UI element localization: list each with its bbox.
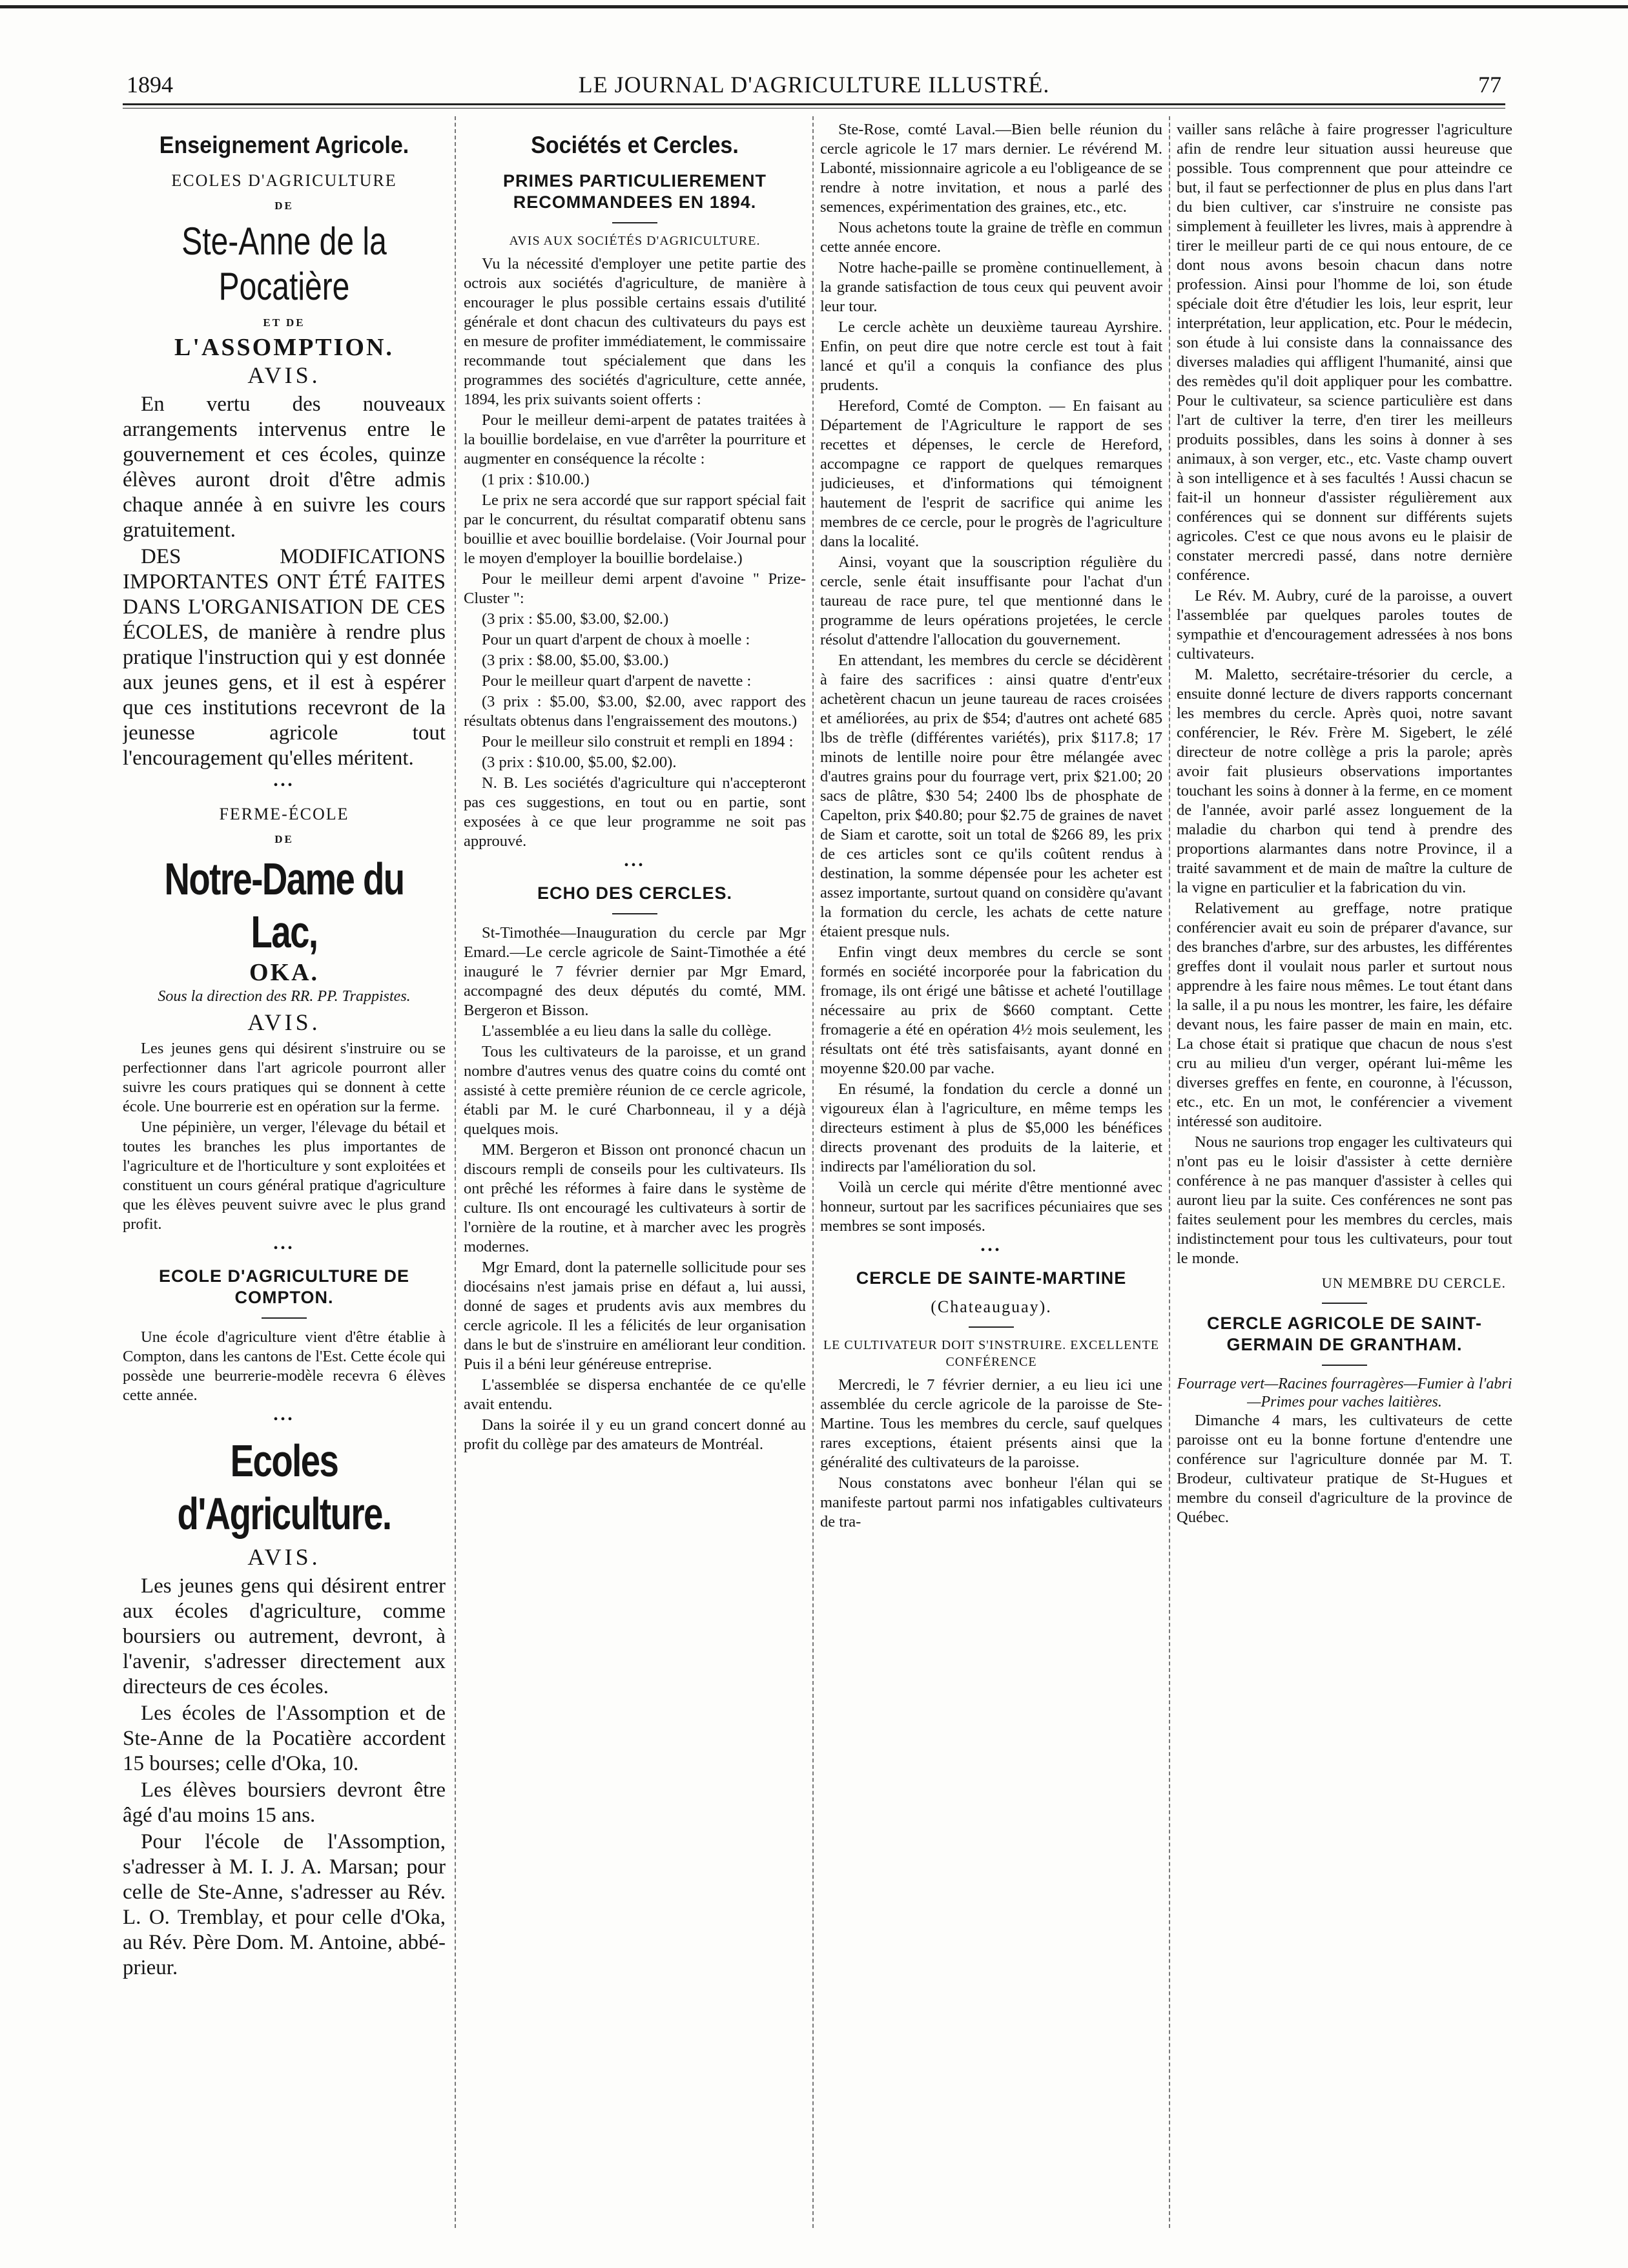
header-page-number: 77 bbox=[1478, 72, 1501, 98]
chateauguay-line: (Chateauguay). bbox=[931, 1297, 1052, 1316]
paragraph: Pour l'école de l'Assomption, s'adresser à M. I. J. A. Marsan; pour celle de Ste-Anne, s'adresser au Rév. L. O. Tremblay, et pour celle d'Oka, au Rév. Père Dom. M. Antoine, abbé-prieur. bbox=[123, 1830, 446, 1979]
separator: ••• bbox=[980, 1243, 1002, 1257]
paragraph: En vertu des nouveaux arrangements intervenus entre le gouvernement et ces écoles, quinze élèves auront droit d'être admis chaque année à en suivre les cours gratuitement. bbox=[123, 393, 446, 542]
paragraph: Le prix ne sera accordé que sur rapport spécial fait par le concurrent, du résultat comparatif obtenu sans bouillie et avec bouillie bordelaise. (Voir Journal pour le moyen d'employer la bouillie bordelaise.) bbox=[464, 491, 806, 567]
paragraph: Relativement au greffage, notre pratique conférencier avait eu soin de préparer d'avance, sur des branches d'arbre, sur des arbustes, les différentes greffes dont il voulait nous parler et surtout nous apprendre à les faire nous mêmes. Le tout étant dans la salle, il a pu nous les montrer, les faire, les défaire devant nous, les faire passer de main en main, etc. La chose était si pratique que chacun de nous s'est cru au milieu d'un verger, opérant lui-même les diverses greffes en fente, en couronne, à l'écusson, etc., etc. En un mot, le conférencier a vivement intéressé son auditoire. bbox=[1177, 900, 1512, 1130]
paragraph: Une école d'agriculture vient d'être établie à Compton, dans les cantons de l'Est. Cette école qui possède une beurrerie-modèle recevra 6 élèves cette année. bbox=[123, 1328, 446, 1404]
short-rule bbox=[612, 222, 657, 223]
avis-heading: AVIS. bbox=[247, 362, 321, 388]
ferme-ecole-header: FERME-ÉCOLE bbox=[219, 805, 349, 823]
paragraph: Notre hache-paille se promène continuellement, à la grande satisfaction de tous ceux qui peuvent avoir leur tour. bbox=[820, 259, 1162, 315]
paragraph: Pour le meilleur demi arpent d'avoine " Prize-Cluster ": bbox=[464, 570, 806, 607]
paragraph: Ste-Rose, comté Laval.—Bien belle réunion du cercle agricole le 17 mars dernier. Le révérend M. Labonté, missionnaire agricole a eu l'obligeance de se rendre à notre invitation, et nous a parlé des semences, expérimentation des graines, etc., etc. bbox=[820, 121, 1162, 216]
paragraph: Le Rév. M. Aubry, curé de la paroisse, a ouvert l'assemblée par quelques paroles toutes de sympathie et d'encouragement adressées à nos bons cultivateurs. bbox=[1177, 587, 1512, 663]
primes-heading: PRIMES PARTICULIEREMENT RECOMMANDEES EN 1894. bbox=[502, 171, 767, 212]
column-divider bbox=[455, 116, 457, 2228]
paragraph: Pour un quart d'arpent de choux à moelle : bbox=[482, 631, 750, 648]
separator: ••• bbox=[273, 1412, 295, 1427]
enseignement-title: Enseignement Agricole. bbox=[159, 132, 409, 158]
short-rule bbox=[612, 913, 657, 914]
paragraph: Mgr Emard, dont la paternelle sollicitude pour ses diocésains n'est jamais prise en défaut a, lui aussi, donné de sages et prudents avis aux membres du cercle agricole. Il les a félicités de leur organisation dans le but de s'instruire en améliorant leur condition. Puis il a béni leur généreuse entreprise. bbox=[464, 1259, 806, 1373]
et-de-label: ET DE bbox=[263, 316, 305, 329]
paragraph: Tous les cultivateurs de la paroisse, et un grand nombre d'autres venus des quatre coins du comté ont assisté à cette première réunion de ce cercle agricole, établi par M. le curé Charbonneau, il y a déjà quelques mois. bbox=[464, 1043, 806, 1138]
oka-title: OKA. bbox=[249, 959, 320, 986]
paragraph: Ainsi, voyant que la souscription régulière du cercle, senle était insuffisante pour l'achat d'un taureau de race pure, tel que mentionné dans le programme de leurs opérations projetées, le cercle résolut d'attendre l'allocation du gouvernement. bbox=[820, 553, 1162, 648]
grantham-heading: CERCLE AGRICOLE DE SAINT-GERMAIN DE GRANTHAM. bbox=[1206, 1314, 1483, 1354]
paragraph: (3 prix : $8.00, $5.00, $3.00.) bbox=[482, 652, 669, 669]
paragraph: Enfin vingt deux membres du cercle se sont formés en société incorporée pour la fabrication du fromage, ils ont érigé une bâtisse et acheté l'outillage nécessaire au prix de $660 comptant. Cette fromagerie a été en opération 4½ mois seulement, les résultats ont été très satisfaisants, ayant donné en moyenne $20.00 par vache. bbox=[820, 943, 1162, 1077]
paragraph: MM. Bergeron et Bisson ont prononcé chacun un discours rempli de conseils pour les cultivateurs. Ils ont prêché les réformes à faire dans le système de culture. Ils ont encouragé les cultivateurs à sortir de l'ornière de la routine, et à marcher avec les progrès modernes. bbox=[464, 1141, 806, 1255]
paragraph: L'assemblée se dispersa enchantée de ce qu'elle avait entendu. bbox=[464, 1376, 806, 1413]
short-rule bbox=[1322, 1365, 1367, 1366]
paragraph: Pour le meilleur quart d'arpent de navette : bbox=[482, 672, 752, 690]
paragraph: Les jeunes gens qui désirent s'instruire ou se perfectionner dans l'art agricole pourront aller suivre les cours pratiques qui se donnent à cette école. Une bourrerie est en opération sur la ferme. bbox=[123, 1040, 446, 1115]
paragraph: Les élèves boursiers devront être âgé d'au moins 15 ans. bbox=[123, 1778, 446, 1827]
column-divider bbox=[812, 116, 814, 2228]
paragraph: (3 prix : $10.00, $5.00, $2.00). bbox=[482, 754, 677, 771]
paragraph: M. Maletto, secrétaire-trésorier du cercle, a ensuite donné lecture de divers rapports concernant les membres du cercle. Après quoi, notre savant conférencier, le Rév. Frère M. Sigebert, le zélé directeur de notre collège a pris la parole; après avoir fait plusieurs observations importantes touchant les soins à donner à la ferme, en ce moment de l'année, avoir parlé assez longuement de la maladie du charbon qui tend à prendre des proportions alarmantes dans notre Province, il a traité savamment et de main de maître la culture de la vigne en particulier et la fabrication du vin. bbox=[1177, 666, 1512, 896]
assomption-title: L'ASSOMPTION. bbox=[174, 334, 394, 361]
paragraph: Voilà un cercle qui mérite d'être mentionné avec honneur, surtout par les sacrifices pécuniaires que ses membres se sont imposés. bbox=[820, 1179, 1162, 1235]
paragraph: Nous constatons avec bonheur l'élan qui se manifeste partout parmi nos infatigables cultivateurs de tra- bbox=[820, 1474, 1162, 1531]
paragraph: L'assemblée a eu lieu dans la salle du collège. bbox=[482, 1022, 772, 1040]
ecoles-header: ECOLES D'AGRICULTURE bbox=[171, 171, 397, 190]
avis-societes-heading: AVIS AUX SOCIÉTÉS D'AGRICULTURE. bbox=[509, 234, 761, 248]
paragraph: Pour le meilleur demi-arpent de patates traitées à la bouillie bordelaise, en vue d'arrêter la pourriture et augmenter en conséquence la récolte : bbox=[464, 411, 806, 468]
separator: ••• bbox=[273, 778, 295, 792]
de-label: DE bbox=[274, 833, 294, 845]
paragraph: En attendant, les membres du cercle se décidèrent à faire des sacrifices : ainsi quatre d'entr'eux achetèrent chacun un jeune taureau de races croisées et améliorées, au prix de $54; d'autres ont acheté 685 lbs de trèfle (différentes variétés), prix $117.8; 17 minots de lentille noire pour être mélangée avec d'autres grains pour du fourrage vert, prix $21.00; 20 sacs de plâtre, $30 54; 2400 lbs de phosphate de Capelton, prix $40.80; pour $2.75 de graines de navet de Siam et carotte, soit un total de $266 89, les prix de ces articles sont ce qu'ils coûtent rendus à destination, la somme dépensée pour les acheter est assez importante, surtout quand on considère qu'avant la formation du cercle, les achats de cette nature étaient presque nuls. bbox=[820, 652, 1162, 940]
ste-anne-title: Ste-Anne de la Pocatière bbox=[181, 220, 387, 308]
martine-heading: CERCLE DE SAINTE-MARTINE bbox=[856, 1268, 1127, 1288]
paragraph: St-Timothée—Inauguration du cercle par Mgr Emard.—Le cercle agricole de Saint-Timothée a été inauguré le 7 février dernier par Mgr Emard, accompagné des deux députés du comté, MM. Bergeron et Bisson. bbox=[464, 924, 806, 1019]
paragraph: DES MODIFICATIONS IMPORTANTES ONT ÉTÉ FAITES DANS L'ORGANISATION DE CES ÉCOLES, de manière à rendre plus pratique l'instruction qui y est donnée aux jeunes gens, et il est à espérer que ces institutions recevront de la jeunesse agricole tout l'encouragement qu'elles méritent. bbox=[123, 545, 446, 770]
avis-heading: AVIS. bbox=[247, 1009, 321, 1035]
echo-heading: ECHO DES CERCLES. bbox=[537, 883, 733, 903]
paragraph: N. B. Les sociétés d'agriculture qui n'accepteront pas ces suggestions, en tout ou en partie, sont exposées à ce que leur programme ne soit pas approuvé. bbox=[464, 774, 806, 850]
column-2 bbox=[464, 120, 806, 2251]
paragraph: Nous ne saurions trop engager les cultivateurs qui n'ont pas eu le loisir d'assister à cette dernière conférence à ne pas manquer d'assister à celles qui auront lieu par la suite. Ces conférences ne sont pas faites seulement pour les membres du cercles, mais indistinctement pour tous les cultivateurs, pour tout le monde. bbox=[1177, 1133, 1512, 1267]
short-rule bbox=[1322, 1303, 1367, 1304]
paragraph: (3 prix : $5.00, $3.00, $2.00.) bbox=[482, 610, 669, 628]
paragraph: En résumé, la fondation du cercle a donné un vigoureux élan à l'agriculture, en même temps les directeurs estiment à plus de $5,000 les bénéfices directs provenant des produits de la laiterie, et indirects par l'amélioration du sol. bbox=[820, 1080, 1162, 1175]
separator: ••• bbox=[624, 858, 646, 872]
column-1 bbox=[123, 120, 446, 2251]
signature: UN MEMBRE DU CERCLE. bbox=[1321, 1275, 1506, 1291]
paragraph: (1 prix : $10.00.) bbox=[482, 471, 590, 488]
paragraph: Les jeunes gens qui désirent entrer aux écoles d'agriculture, comme boursiers ou autrement, devront, à l'avenir, s'adresser directement aux directeurs de ces écoles. bbox=[123, 1574, 446, 1698]
paragraph: (3 prix : $5.00, $3.00, $2.00, avec rapport des résultats obtenus dans l'engraissement des moutons.) bbox=[464, 693, 806, 730]
compton-heading: ECOLE D'AGRICULTURE DE COMPTON. bbox=[159, 1266, 409, 1307]
paragraph: Hereford, Comté de Compton. — En faisant au Département de l'Agriculture le rapport de ses recettes et dépenses, le cercle de Hereford, accompagne ce rapport de quelques remarques judicieuses, et d'informations qui témoignent hautement de l'esprit de sacrifice qui anime les membres de ce cercle, pour le progrès de l'agriculture dans la localité. bbox=[820, 397, 1162, 550]
paragraph: Nous achetons toute la graine de trèfle en commun cette année encore. bbox=[820, 219, 1162, 256]
short-rule bbox=[262, 1317, 307, 1319]
header-journal-title: LE JOURNAL D'AGRICULTURE ILLUSTRÉ. bbox=[578, 72, 1050, 98]
paragraph: Vu la nécessité d'employer une petite partie des octrois aux sociétés d'agriculture, de manière à encourager le plus possible certains essais d'utilité générale et dont chacun des cultivateurs du pays est en mesure de profiter immédiatement, le commissaire recommande tout spécialement que dans les programmes des sociétés d'agriculture, cette année, 1894, les prix suivants soient offerts : bbox=[464, 255, 806, 408]
short-rule bbox=[969, 1326, 1014, 1328]
paragraph: vailler sans relâche à faire progresser l'agriculture afin de rendre leur situation aussi heureuse que possible. Tous comprennent que pour atteindre ce but, il faut se perfectionner de plus en plus dans l'art du bien cultiver, car s'instruire ne consiste pas simplement à feuilleter les livres, mais à apprendre à tirer le meilleur parti de ce qui nous entoure, de ce dont nous avons besoin chacun dans notre profession. Ainsi pour l'homme de loi, son étude spéciale doit être d'étudier les lois, leur esprit, leur interprétation, leur application, etc. Pour le médecin, son étude à lui consiste dans la connaissance des diverses maladies qui affligent l'humanité, ainsi que des remèdes qu'il doit appliquer pour les combattre. Pour le cultivateur, sa science particulière est dans l'art de cultiver la terre, d'en tirer les meilleurs produits possibles, dans les soins à donner à ses animaux, à son verger, etc., etc. Vaste champ ouvert à son intelligence et à ses facultés ! Aussi chacun se fait-il un honneur d'assister régulièrement aux conférences qui se donnent sur différents sujets agricoles. C'est ce que nous avons eu le plaisir de constater mercredi passé, dans notre dernière conférence. bbox=[1177, 121, 1512, 584]
paragraph: Une pépinière, un verger, l'élevage du bétail et toutes les branches les plus importantes de l'agriculture et de l'horticulture y sont exploitées et constituent un cours général pratique d'agriculture que les élèves peuvent suivre avec le plus grand profit. bbox=[123, 1119, 446, 1233]
cultivateur-heading: LE CULTIVATEUR DOIT S'INSTRUIRE. EXCELLENTE CONFÉRENCE bbox=[823, 1338, 1160, 1369]
grantham-subheading: Fourrage vert—Racines fourragères—Fumier à l'abri—Primes pour vaches laitières. bbox=[1177, 1376, 1512, 1410]
column-3 bbox=[820, 120, 1162, 2251]
paragraph: Le cercle achète un deuxième taureau Ayrshire. Enfin, on peut dire que notre cercle est tout à fait lancé et qu'il a conquis la confiance des plus prudents. bbox=[820, 318, 1162, 394]
column-divider bbox=[1169, 116, 1171, 2228]
societes-title: Sociétés et Cercles. bbox=[531, 132, 739, 158]
paragraph: Pour le meilleur silo construit et rempli en 1894 : bbox=[482, 733, 794, 750]
separator: ••• bbox=[273, 1241, 295, 1255]
paragraph: Mercredi, le 7 février dernier, a eu lieu ici une assemblée du cercle agricole de la paroisse de Ste-Martine. Tous les membres du cercle, sauf quelques rares exceptions, étaient présents ainsi que la généralité des cultivateurs de la paroisse. bbox=[820, 1376, 1162, 1471]
paragraph: Les écoles de l'Assomption et de Ste-Anne de la Pocatière accordent 15 bourses; celle d'Oka, 10. bbox=[123, 1702, 446, 1775]
ecoles-agriculture-title: Ecoles d'Agriculture. bbox=[177, 1436, 391, 1539]
header-rule bbox=[123, 103, 1505, 105]
avis-heading: AVIS. bbox=[247, 1544, 321, 1570]
paragraph: Dans la soirée il y eu un grand concert donné au profit du collège par des amateurs de Montréal. bbox=[464, 1416, 806, 1453]
direction-line: Sous la direction des RR. PP. Trappistes. bbox=[158, 988, 411, 1005]
header-year: 1894 bbox=[127, 72, 173, 98]
paragraph: Dimanche 4 mars, les cultivateurs de cette paroisse ont eu la bonne fortune d'entendre une conférence sur l'agriculture donnée par M. T. Brodeur, cultivateur pratique de St-Hugues et membre du conseil d'agriculture de la province de Québec. bbox=[1177, 1412, 1512, 1526]
notre-dame-title: Notre-Dame du Lac, bbox=[164, 854, 404, 957]
top-border bbox=[0, 5, 1628, 8]
column-4 bbox=[1177, 120, 1512, 2251]
de-label: DE bbox=[274, 200, 294, 212]
